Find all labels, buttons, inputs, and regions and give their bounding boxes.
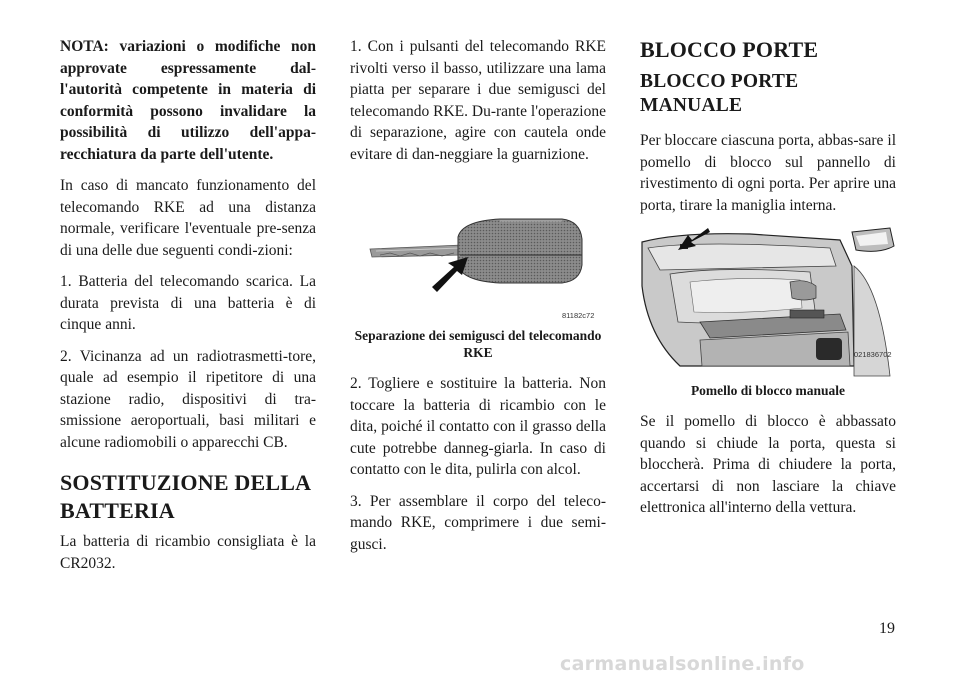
figure-code: 81182c72	[562, 311, 595, 320]
paragraph-lock-doors: Per bloccare ciascuna porta, abbas-sare il pomello di blocco sul pannello di rivestimento di ogni porta. Per aprire una porta, tirare la maniglia interna.	[640, 132, 896, 214]
column-3	[640, 36, 896, 529]
note-paragraph: NOTA: variazioni o modifiche non approvate espressamente dal-l'autorità competente in materia di conformità possono invalidare la possibilità di utilizzo dell'appa-recchiatura da parte dell'utente.	[60, 38, 316, 163]
figure-caption-door-panel: Pomello di blocco manuale	[690, 383, 846, 398]
key-fob-illustration	[350, 175, 606, 323]
figure-caption-key-fob: Separazione dei semigusci del telecomando RKE	[354, 328, 602, 360]
step-2: 2. Togliere e sostituire la batteria. Non toccare la batteria di ricambio con le dita, poiché il contatto con il grasso della cute potrebbe danneg-giarla. In caso di contatto con le dita, pulirla con alcol.	[350, 375, 606, 478]
watermark: carmanualsonline.info	[560, 653, 805, 675]
figure-door-panel	[640, 226, 896, 378]
column-2	[350, 36, 606, 565]
paragraph-lock-warning: Se il pomello di blocco è abbassato quando si chiude la porta, questa si bloccherà. Prima di chiudere la porta, accertarsi di non lasciare la chiave elettronica all'interno della vettura.	[640, 413, 896, 516]
list-item-radio-transmitter: 2. Vicinanza ad un radiotrasmetti-tore, quale ad esempio il ripetitore di una stazione radio, dispositivi di tra-smissione aeroportuali, basi militari e alcune radiomobili o apparecchi CB.	[60, 347, 316, 451]
step-3: 3. Per assemblare il corpo del teleco-mando RKE, comprimere i due semi-gusci.	[350, 492, 606, 553]
heading-battery-replacement: SOSTITUZIONE DELLA BATTERIA	[60, 470, 310, 523]
paragraph-rke-malfunction: In caso di mancato funzionamento del telecomando RKE ad una distanza normale, verificare l'eventuale pre-senza di una delle due seguenti condi-zioni:	[60, 177, 316, 259]
list-item-battery-low: 1. Batteria del telecomando scarica. La durata prevista di una batteria è di cinque anni.	[60, 273, 316, 333]
step-1: 1. Con i pulsanti del telecomando RKE rivolti verso il basso, utilizzare una lama piatta per separare i due semigusci del telecomando RKE. Du-rante l'operazione di separazione, agire con cautela onde evitare di dan-neggiare la guarnizione.	[350, 38, 606, 163]
page-number: 19	[879, 620, 895, 637]
heading-manual-door-locks: BLOCCO PORTE MANUALE	[640, 71, 799, 116]
column-1	[60, 36, 316, 584]
heading-door-locks: BLOCCO PORTE	[640, 37, 819, 62]
figure-key-fob	[350, 175, 606, 323]
paragraph-battery-type: La batteria di ricambio consigliata è la CR2032.	[60, 533, 316, 572]
figure-code: 021836702	[854, 350, 892, 359]
